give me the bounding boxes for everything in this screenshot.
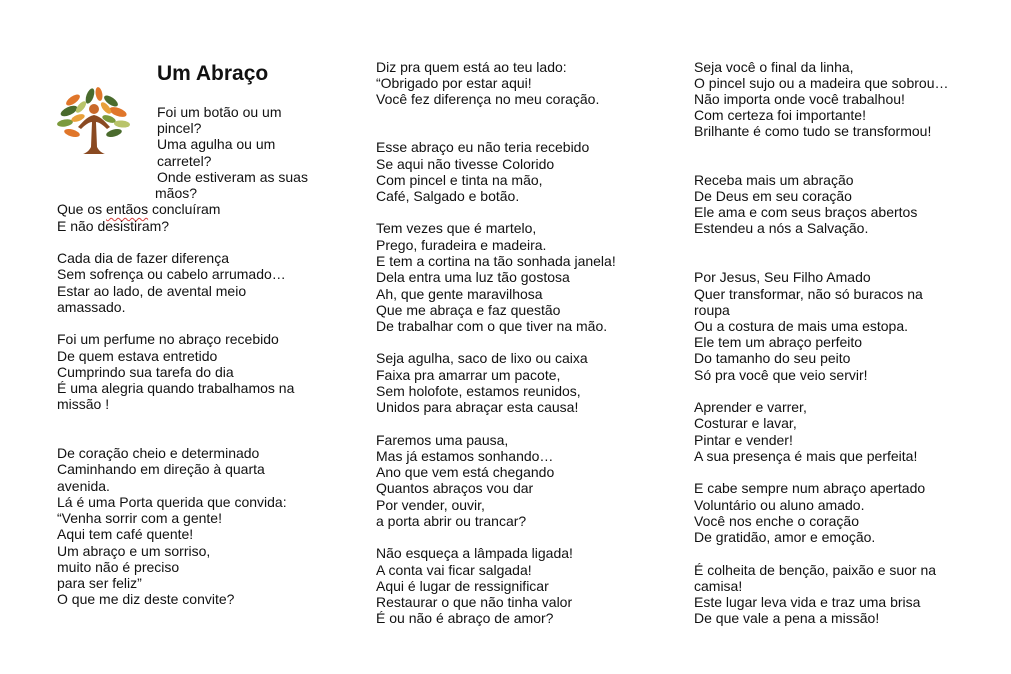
poem-line: Foi um botão ou um bbox=[157, 104, 282, 120]
poem-line: Sem holofote, estamos reunidos, bbox=[376, 383, 581, 399]
poem-line: Ah, que gente maravilhosa bbox=[376, 286, 543, 302]
poem-line: Sem sofrença ou cabelo arrumado… bbox=[57, 266, 286, 282]
poem-line: Tem vezes que é martelo, bbox=[376, 220, 537, 236]
poem-line: Faixa pra amarrar um pacote, bbox=[376, 367, 561, 383]
poem-line: Café, Salgado e botão. bbox=[376, 188, 520, 204]
poem-line: De gratidão, amor e emoção. bbox=[694, 529, 876, 545]
poem-line: De que vale a pena a missão! bbox=[694, 610, 880, 626]
poem-line: Unidos para abraçar esta causa! bbox=[376, 399, 579, 415]
poem-line: Receba mais um abração bbox=[694, 172, 854, 188]
poem-line: Aqui tem café quente! bbox=[57, 526, 194, 542]
poem-line: Lá é uma Porta querida que convida: bbox=[57, 494, 287, 510]
poem-line: Quantos abraços vou dar bbox=[376, 480, 534, 496]
poem-line: De Deus em seu coração bbox=[694, 188, 852, 204]
poem-line-with-spellcheck bbox=[57, 201, 220, 217]
poem-line: Não importa onde você trabalhou! bbox=[694, 91, 905, 107]
poem-line: Por vender, ouvir, bbox=[376, 497, 485, 513]
tree-person-logo-icon bbox=[56, 87, 132, 157]
poem-line: camisa! bbox=[694, 578, 743, 594]
poem-line: mãos? bbox=[155, 185, 198, 201]
poem-line: Quer transformar, não só buracos na bbox=[694, 286, 923, 302]
poem-line: Aprender e varrer, bbox=[694, 399, 807, 415]
poem-line: a porta abrir ou trancar? bbox=[376, 513, 527, 529]
poem-line: Só pra você que veio servir! bbox=[694, 367, 868, 383]
poem-line: amassado. bbox=[57, 299, 126, 315]
poem-line: Você fez diferença no meu coração. bbox=[376, 91, 600, 107]
poem-line: Faremos uma pausa, bbox=[376, 432, 509, 448]
poem-line: Com certeza foi importante! bbox=[694, 107, 866, 123]
poem-line: Voluntário ou aluno amado. bbox=[694, 497, 865, 513]
poem-line: Seja você o final da linha, bbox=[694, 59, 854, 75]
poem-line: missão ! bbox=[57, 396, 110, 412]
poem-line: Estar ao lado, de avental meio bbox=[57, 283, 247, 299]
poem-line: “Obrigado por estar aqui! bbox=[376, 75, 532, 91]
poem-line: Que me abraça e faz questão bbox=[376, 302, 561, 318]
poem-line: pincel? bbox=[157, 120, 202, 136]
poem-line: muito não é preciso bbox=[57, 559, 180, 575]
poem-line: roupa bbox=[694, 302, 730, 318]
poem-line: É uma alegria quando trabalhamos na bbox=[57, 380, 295, 396]
poem-line: Caminhando em direção à quarta bbox=[57, 461, 265, 477]
poem-line: Se aqui não tivesse Colorido bbox=[376, 156, 555, 172]
poem-line: “Venha sorrir com a gente! bbox=[57, 510, 222, 526]
poem-line: Ano que vem está chegando bbox=[376, 464, 555, 480]
poem-line: De trabalhar com o que tiver na mão. bbox=[376, 318, 608, 334]
poem-line: Pintar e vender! bbox=[694, 432, 793, 448]
poem-line: E não desistiram? bbox=[57, 218, 170, 234]
poem-line: E tem a cortina na tão sonhada janela! bbox=[376, 253, 616, 269]
poem-line: carretel? bbox=[157, 153, 212, 169]
poem-line: É ou não é abraço de amor? bbox=[376, 610, 554, 626]
poem-line: É colheita de benção, paixão e suor na bbox=[694, 562, 937, 578]
poem-line: Onde estiveram as suas bbox=[157, 169, 308, 185]
poem-line: De quem estava entretido bbox=[57, 348, 218, 364]
poem-line: E cabe sempre num abraço apertado bbox=[694, 480, 926, 496]
poem-line: Diz pra quem está ao teu lado: bbox=[376, 59, 567, 75]
poem-line: Do tamanho do seu peito bbox=[694, 350, 851, 366]
poem-line: Não esqueça a lâmpada ligada! bbox=[376, 545, 573, 561]
poem-title: Um Abraço bbox=[157, 62, 269, 85]
poem-line: Você nos enche o coração bbox=[694, 513, 860, 529]
poem-line: Por Jesus, Seu Filho Amado bbox=[694, 269, 871, 285]
poem-line: Estendeu a nós a Salvação. bbox=[694, 220, 869, 236]
poem-line: Prego, furadeira e madeira. bbox=[376, 237, 547, 253]
poem-line: O que me diz deste convite? bbox=[57, 591, 235, 607]
poem-line: Ou a costura de mais uma estopa. bbox=[694, 318, 908, 334]
poem-line: A sua presença é mais que perfeita! bbox=[694, 448, 918, 464]
poem-line: Seja agulha, saco de lixo ou caixa bbox=[376, 350, 588, 366]
poem-line: Aqui é lugar de ressignificar bbox=[376, 578, 549, 594]
poem-line: Este lugar leva vida e traz uma brisa bbox=[694, 594, 921, 610]
poem-text: Que os bbox=[57, 201, 107, 217]
poem-line: Uma agulha ou um bbox=[157, 136, 276, 152]
misspelled-word: entãos bbox=[106, 201, 149, 217]
poem-line: Esse abraço eu não teria recebido bbox=[376, 139, 590, 155]
poem-line: Restaurar o que não tinha valor bbox=[376, 594, 573, 610]
poem-line: Um abraço e um sorriso, bbox=[57, 543, 211, 559]
poem-line: Dela entra uma luz tão gostosa bbox=[376, 269, 570, 285]
poem-line: O pincel sujo ou a madeira que sobrou… bbox=[694, 75, 949, 91]
poem-line: A conta vai ficar salgada! bbox=[376, 562, 532, 578]
poem-line: Cada dia de fazer diferença bbox=[57, 250, 229, 266]
poem-line: Cumprindo sua tarefa do dia bbox=[57, 364, 234, 380]
poem-line: Ele ama e com seus braços abertos bbox=[694, 204, 918, 220]
poem-line: Ele tem um abraço perfeito bbox=[694, 334, 863, 350]
poem-line: Costurar e lavar, bbox=[694, 415, 797, 431]
poem-line: avenida. bbox=[57, 478, 110, 494]
poem-line: para ser feliz” bbox=[57, 575, 142, 591]
poem-line: Foi um perfume no abraço recebido bbox=[57, 331, 279, 347]
poem-line: Com pincel e tinta na mão, bbox=[376, 172, 543, 188]
poem-text: concluíram bbox=[148, 201, 221, 217]
poem-line: Mas já estamos sonhando… bbox=[376, 448, 554, 464]
poem-line: Brilhante é como tudo se transformou! bbox=[694, 123, 932, 139]
poem-line: De coração cheio e determinado bbox=[57, 445, 260, 461]
